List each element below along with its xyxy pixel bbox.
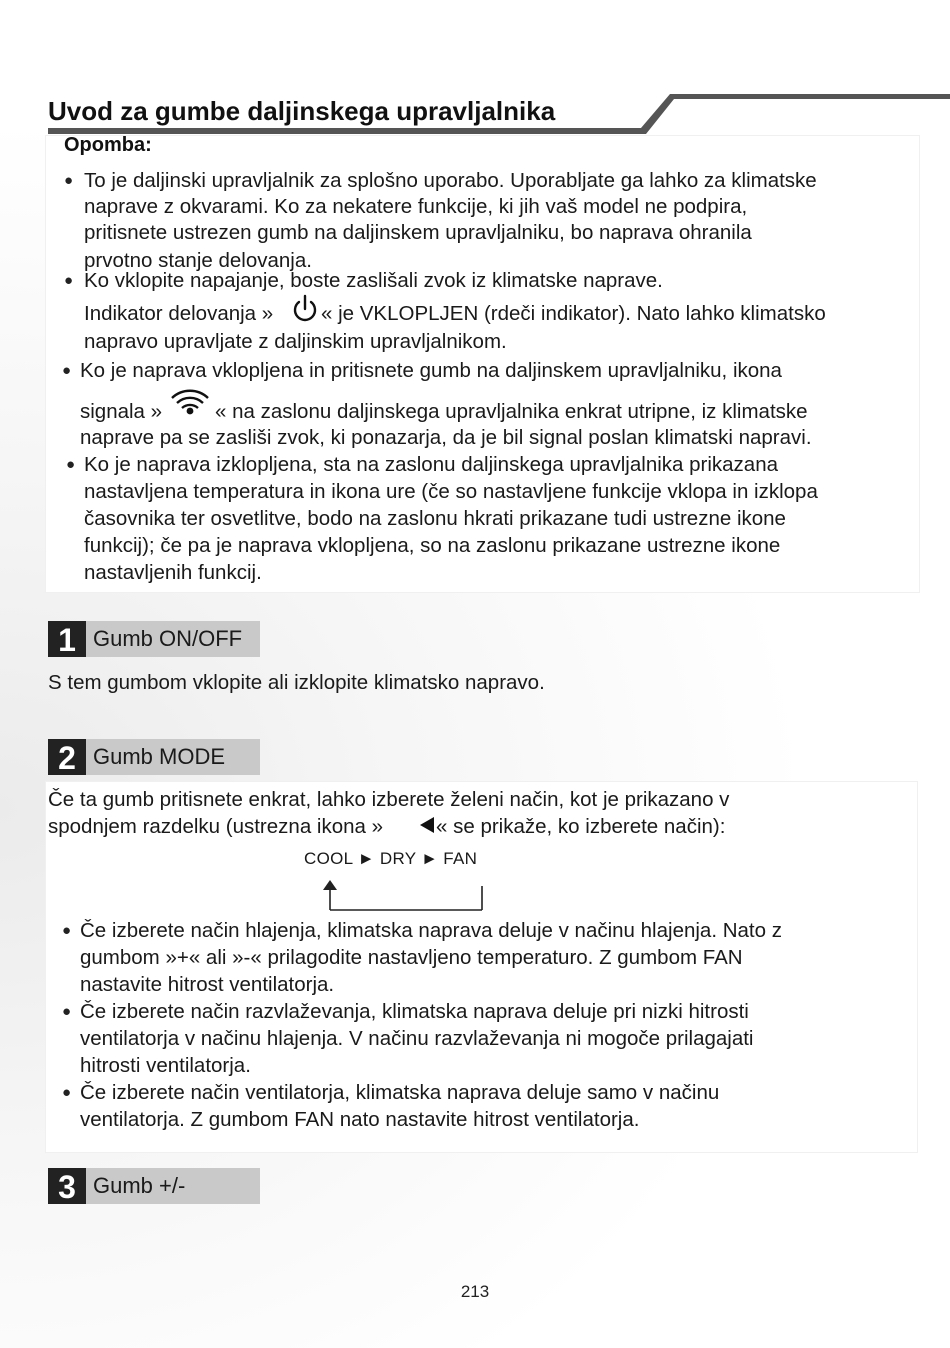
mode-cycle-arrow xyxy=(318,878,488,914)
bullet: ● xyxy=(62,1084,72,1101)
section-number: 3 xyxy=(48,1168,86,1204)
note-bullet-2-line-2-start: Indikator delovanja » xyxy=(84,302,274,325)
signal-icon xyxy=(168,386,212,416)
section-2-header xyxy=(48,739,260,775)
mode-cool-line-3: nastavite hitrost ventilatorja. xyxy=(80,973,335,996)
bullet: ● xyxy=(64,172,74,189)
mode-cool-line-2: gumbom »+« ali »-« prilagodite nastavljeno temperaturo. Z gumbom FAN xyxy=(80,946,743,969)
bullet: ● xyxy=(62,922,72,939)
bullet: ● xyxy=(62,1003,72,1020)
note-bullet-1-line-4: prvotno stanje delovanja. xyxy=(84,249,312,272)
note-bullet-2-line-2-end: « je VKLOPLJEN (rdeči indikator). Nato lahko klimatsko xyxy=(321,302,826,325)
bullet: ● xyxy=(66,456,76,473)
mode-cool-line-1: Če izberete način hlajenja, klimatska naprava deluje v načinu hlajenja. Nato z xyxy=(80,919,782,942)
note-bullet-3-line-2-end: « na zaslonu daljinskega upravljalnika enkrat utripne, iz klimatske xyxy=(215,400,808,423)
section-3-header xyxy=(48,1168,260,1204)
mode-indicator-icon xyxy=(418,816,436,834)
note-title: Opomba: xyxy=(64,134,152,156)
page-number: 213 xyxy=(460,1282,490,1301)
note-bullet-2-line-3: napravo upravljate z daljinskim upravljalnikom. xyxy=(84,330,507,353)
note-bullet-3-line-2-start: signala » xyxy=(80,400,163,423)
section-number: 2 xyxy=(48,739,86,775)
mode-fan-line-2: ventilatorja. Z gumbom FAN nato nastavite hitrost ventilatorja. xyxy=(80,1108,640,1131)
mode-dry-line-2: ventilatorja v načinu hlajenja. V načinu razvlaževanja ni mogoče prilagajati xyxy=(80,1027,754,1050)
note-bullet-3-line-1: Ko je naprava vklopljena in pritisnete gumb na daljinskem upravljalniku, ikona xyxy=(80,359,782,382)
power-icon xyxy=(289,294,321,324)
bullet: ● xyxy=(64,272,74,289)
section-label: Gumb MODE xyxy=(86,739,260,775)
section-number: 1 xyxy=(48,621,86,657)
section-2-intro-line-2-start: spodnjem razdelku (ustrezna ikona » xyxy=(48,815,384,838)
note-bullet-3-line-3: naprave pa se zasliši zvok, ki ponazarja, da je bil signal poslan klimatski napravi. xyxy=(80,426,812,449)
section-label: Gumb ON/OFF xyxy=(86,621,260,657)
section-1-header xyxy=(48,621,260,657)
note-bullet-4-line-4: funkcij); če pa je naprava vklopljena, so na zaslonu prikazane ustrezne ikone xyxy=(84,534,781,557)
section-2-intro-line-1: Če ta gumb pritisnete enkrat, lahko izberete želeni način, kot je prikazano v xyxy=(48,788,730,811)
section-1-text: S tem gumbom vklopite ali izklopite klimatsko napravo. xyxy=(48,671,545,694)
note-bullet-4-line-5: nastavljenih funkcij. xyxy=(84,561,262,584)
note-bullet-1-line-2: naprave z okvarami. Ko za nekatere funkcije, ki jih vaš model ne podpira, xyxy=(84,195,748,218)
note-bullet-1-line-3: pritisnete ustrezen gumb na daljinskem upravljalniku, bo naprava ohranila xyxy=(84,221,752,244)
mode-sequence: COOL ► DRY ► FAN xyxy=(304,849,478,868)
note-bullet-2-line-1: Ko vklopite napajanje, boste zaslišali zvok iz klimatske naprave. xyxy=(84,269,663,292)
note-bullet-4-line-1: Ko je naprava izklopljena, sta na zaslonu daljinskega upravljalnika prikazana xyxy=(84,453,779,476)
note-bullet-1-line-1: To je daljinski upravljalnik za splošno uporabo. Uporabljate ga lahko za klimatske xyxy=(84,169,817,192)
note-bullet-4-line-2: nastavljena temperatura in ikona ure (če so nastavljene funkcije vklopa in izklopa xyxy=(84,480,818,503)
mode-dry-line-1: Če izberete način razvlaževanja, klimatska naprava deluje pri nizki hitrosti xyxy=(80,1000,749,1023)
page-title: Uvod za gumbe daljinskega upravljalnika xyxy=(48,96,556,126)
section-2-intro-line-2-end: « se prikaže, ko izberete način): xyxy=(436,815,726,838)
note-bullet-4-line-3: časovnika ter osvetlitve, bodo na zaslonu hkrati prikazane tudi ustrezne ikone xyxy=(84,507,786,530)
section-label: Gumb +/- xyxy=(86,1168,260,1204)
bullet: ● xyxy=(62,362,72,379)
mode-dry-line-3: hitrosti ventilatorja. xyxy=(80,1054,251,1077)
mode-fan-line-1: Če izberete način ventilatorja, klimatska naprava deluje samo v načinu xyxy=(80,1081,720,1104)
